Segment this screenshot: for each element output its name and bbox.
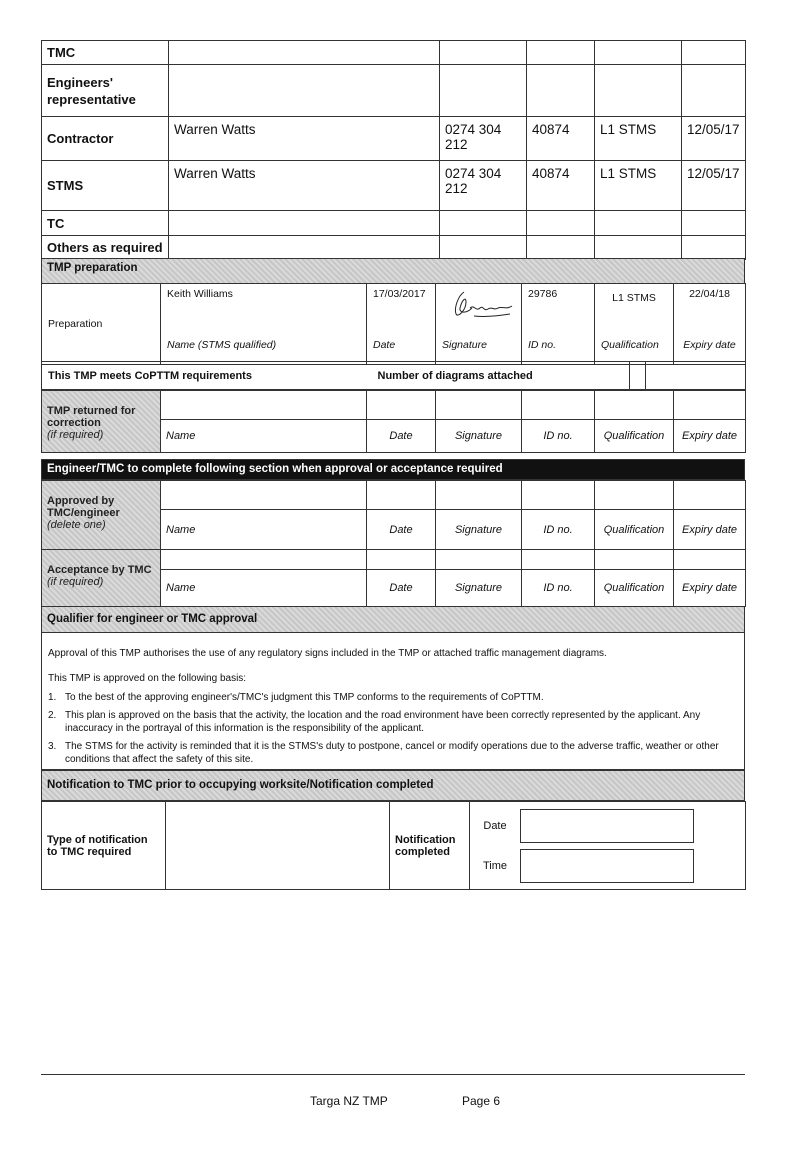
- caption-id: ID no.: [522, 510, 595, 550]
- qualification-cell[interactable]: [595, 236, 682, 260]
- notification-completed-label: Notification completed: [390, 802, 470, 890]
- approved-qualification[interactable]: [595, 481, 674, 510]
- returned-expiry[interactable]: [674, 391, 746, 420]
- time-label: Time: [482, 859, 508, 872]
- approved-label-note: (delete one): [47, 519, 106, 531]
- qualifier-list: [48, 691, 738, 766]
- qualifier-basis: This TMP is approved on the following basis:: [48, 673, 247, 684]
- row-label: TC: [42, 211, 169, 236]
- preparation-label: Preparation: [42, 284, 161, 365]
- notification-type-field[interactable]: [166, 802, 390, 890]
- qualification-cell[interactable]: [595, 65, 682, 117]
- footer-doc-title: Targa NZ TMP: [310, 1094, 388, 1108]
- approved-date[interactable]: [367, 481, 436, 510]
- footer-divider: [41, 1074, 745, 1075]
- caption-date: Date: [367, 420, 436, 453]
- preparer-id[interactable]: 29786: [522, 284, 595, 328]
- tmp-preparation-heading: TMP preparation: [41, 258, 745, 284]
- phone-cell[interactable]: [440, 236, 527, 260]
- qualification-cell[interactable]: [595, 211, 682, 236]
- caption-signature: Signature: [436, 420, 522, 453]
- id-cell[interactable]: [527, 211, 595, 236]
- qualifier-body: [41, 633, 745, 770]
- caption-qualification: Qualification: [595, 327, 674, 364]
- name-cell[interactable]: Warren Watts: [169, 161, 440, 211]
- caption-expiry: Expiry date: [674, 510, 746, 550]
- row-label: Contractor: [42, 117, 169, 161]
- copttm-table: [41, 361, 746, 390]
- caption-expiry: Expiry date: [674, 327, 746, 364]
- date-field[interactable]: [520, 809, 694, 843]
- caption-qualification: Qualification: [595, 570, 674, 607]
- preparation-table: [41, 283, 746, 365]
- caption-name: Name: [161, 420, 367, 453]
- caption-id: ID no.: [522, 570, 595, 607]
- row-label: TMC: [42, 41, 169, 65]
- acceptance-label-note: (if required): [47, 576, 104, 588]
- returned-label: [42, 391, 161, 453]
- returned-name[interactable]: [161, 391, 367, 420]
- engineer-section-heading: Engineer/TMC to complete following section when approval or acceptance required: [41, 459, 745, 480]
- caption-signature: Signature: [436, 510, 522, 550]
- caption-signature: Signature: [436, 570, 522, 607]
- caption-name: Name: [161, 570, 367, 607]
- expiry-cell[interactable]: 12/05/17: [682, 117, 746, 161]
- personnel-row-tmc: [42, 41, 746, 65]
- expiry-cell[interactable]: [682, 65, 746, 117]
- returned-qualification[interactable]: [595, 391, 674, 420]
- returned-date[interactable]: [367, 391, 436, 420]
- approved-name[interactable]: [161, 481, 367, 510]
- date-row: [470, 806, 745, 846]
- returned-table: [41, 390, 746, 453]
- acceptance-label-text: Acceptance by TMC: [47, 564, 152, 576]
- name-cell[interactable]: Warren Watts: [169, 117, 440, 161]
- qualification-cell[interactable]: L1 STMS: [595, 161, 682, 211]
- caption-qualification: Qualification: [595, 510, 674, 550]
- caption-id: ID no.: [522, 420, 595, 453]
- personnel-row-contractor: [42, 117, 746, 161]
- expiry-cell[interactable]: 12/05/17: [682, 161, 746, 211]
- caption-expiry: Expiry date: [674, 570, 746, 607]
- approved-expiry[interactable]: [674, 481, 746, 510]
- personnel-row-stms: [42, 161, 746, 211]
- approved-label-text: Approved by TMC/engineer: [47, 495, 120, 519]
- returned-id[interactable]: [522, 391, 595, 420]
- id-cell[interactable]: 40874: [527, 117, 595, 161]
- caption-date: Date: [367, 570, 436, 607]
- copttm-checkbox[interactable]: [630, 362, 646, 390]
- list-item: 2. This plan is approved on the basis that the activity, the location and the road environment have been correctly represented by the applicant. Any inaccuracy in the portrayal of this information is the responsibility of the applicant.: [48, 710, 701, 734]
- phone-cell[interactable]: [440, 41, 527, 65]
- caption-name: Name: [161, 510, 367, 550]
- diagrams-count[interactable]: [646, 362, 746, 390]
- list-item: 1. To the best of the approving engineer's/TMC's judgment this TMP conforms to the requirements of CoPTTM.: [48, 692, 544, 703]
- notification-datetime: [470, 802, 746, 890]
- notification-table: [41, 801, 746, 890]
- qualifier-heading: Qualifier for engineer or TMC approval: [41, 606, 745, 633]
- id-cell[interactable]: [527, 65, 595, 117]
- acceptance-id[interactable]: [522, 550, 595, 570]
- personnel-row-others: [42, 236, 746, 260]
- phone-cell[interactable]: 0274 304 212: [440, 161, 527, 211]
- returned-label-note: (if required): [47, 429, 104, 441]
- preparation-date[interactable]: 17/03/2017: [367, 284, 436, 328]
- list-item: 3. The STMS for the activity is reminded that it is the STMS's duty to postpone, cancel or modify operations due to the adverse traffic, weather or other conditions that affect the safety of this site.: [48, 741, 719, 765]
- expiry-cell[interactable]: [682, 211, 746, 236]
- name-cell[interactable]: [169, 236, 440, 260]
- time-row: [470, 846, 745, 886]
- row-label: Others as required: [42, 236, 169, 260]
- name-cell[interactable]: [169, 65, 440, 117]
- qualification-cell[interactable]: [595, 41, 682, 65]
- id-cell[interactable]: [527, 41, 595, 65]
- caption-name-stms: Name (STMS qualified): [161, 327, 367, 364]
- approval-table: [41, 480, 746, 607]
- name-cell[interactable]: [169, 211, 440, 236]
- caption-date: Date: [367, 327, 436, 364]
- row-label: Engineers' representative: [42, 65, 169, 117]
- id-cell[interactable]: [527, 236, 595, 260]
- diagrams-label: Number of diagrams attached: [372, 362, 630, 390]
- notification-type-label: Type of notification to TMC required: [42, 802, 166, 890]
- name-cell[interactable]: [169, 41, 440, 65]
- caption-date: Date: [367, 510, 436, 550]
- caption-id: ID no.: [522, 327, 595, 364]
- acceptance-name[interactable]: [161, 550, 367, 570]
- id-cell[interactable]: 40874: [527, 161, 595, 211]
- preparer-expiry[interactable]: 22/04/18: [674, 284, 746, 328]
- row-label: STMS: [42, 161, 169, 211]
- caption-signature: Signature: [436, 327, 522, 364]
- qualification-cell[interactable]: L1 STMS: [595, 117, 682, 161]
- time-field[interactable]: [520, 849, 694, 883]
- acceptance-label: [42, 550, 161, 607]
- expiry-cell[interactable]: [682, 236, 746, 260]
- personnel-row-tc: [42, 211, 746, 236]
- phone-cell[interactable]: [440, 65, 527, 117]
- acceptance-expiry[interactable]: [674, 550, 746, 570]
- caption-qualification: Qualification: [595, 420, 674, 453]
- approved-id[interactable]: [522, 481, 595, 510]
- footer-page-number: Page 6: [462, 1094, 501, 1108]
- signature-cell[interactable]: [436, 284, 522, 328]
- handwritten-signature: [440, 286, 516, 322]
- personnel-table: [41, 40, 746, 260]
- phone-cell[interactable]: 0274 304 212: [440, 117, 527, 161]
- returned-label-text: TMP returned for correction: [47, 405, 136, 429]
- returned-signature[interactable]: [436, 391, 522, 420]
- preparer-name[interactable]: Keith Williams: [161, 284, 367, 328]
- approved-signature[interactable]: [436, 481, 522, 510]
- caption-expiry: Expiry date: [674, 420, 746, 453]
- acceptance-date[interactable]: [367, 550, 436, 570]
- approved-label: [42, 481, 161, 550]
- preparer-qualification[interactable]: L1 STMS: [595, 284, 674, 328]
- phone-cell[interactable]: [440, 211, 527, 236]
- date-label: Date: [483, 819, 507, 832]
- qualifier-intro: Approval of this TMP authorises the use of any regulatory signs included in the TMP or attached traffic management diagrams.: [48, 648, 607, 659]
- expiry-cell[interactable]: [682, 41, 746, 65]
- acceptance-qualification[interactable]: [595, 550, 674, 570]
- personnel-row-engineers: [42, 65, 746, 117]
- copttm-label: This TMP meets CoPTTM requirements: [42, 362, 372, 390]
- notification-heading: Notification to TMC prior to occupying worksite/Notification completed: [41, 770, 745, 801]
- acceptance-signature[interactable]: [436, 550, 522, 570]
